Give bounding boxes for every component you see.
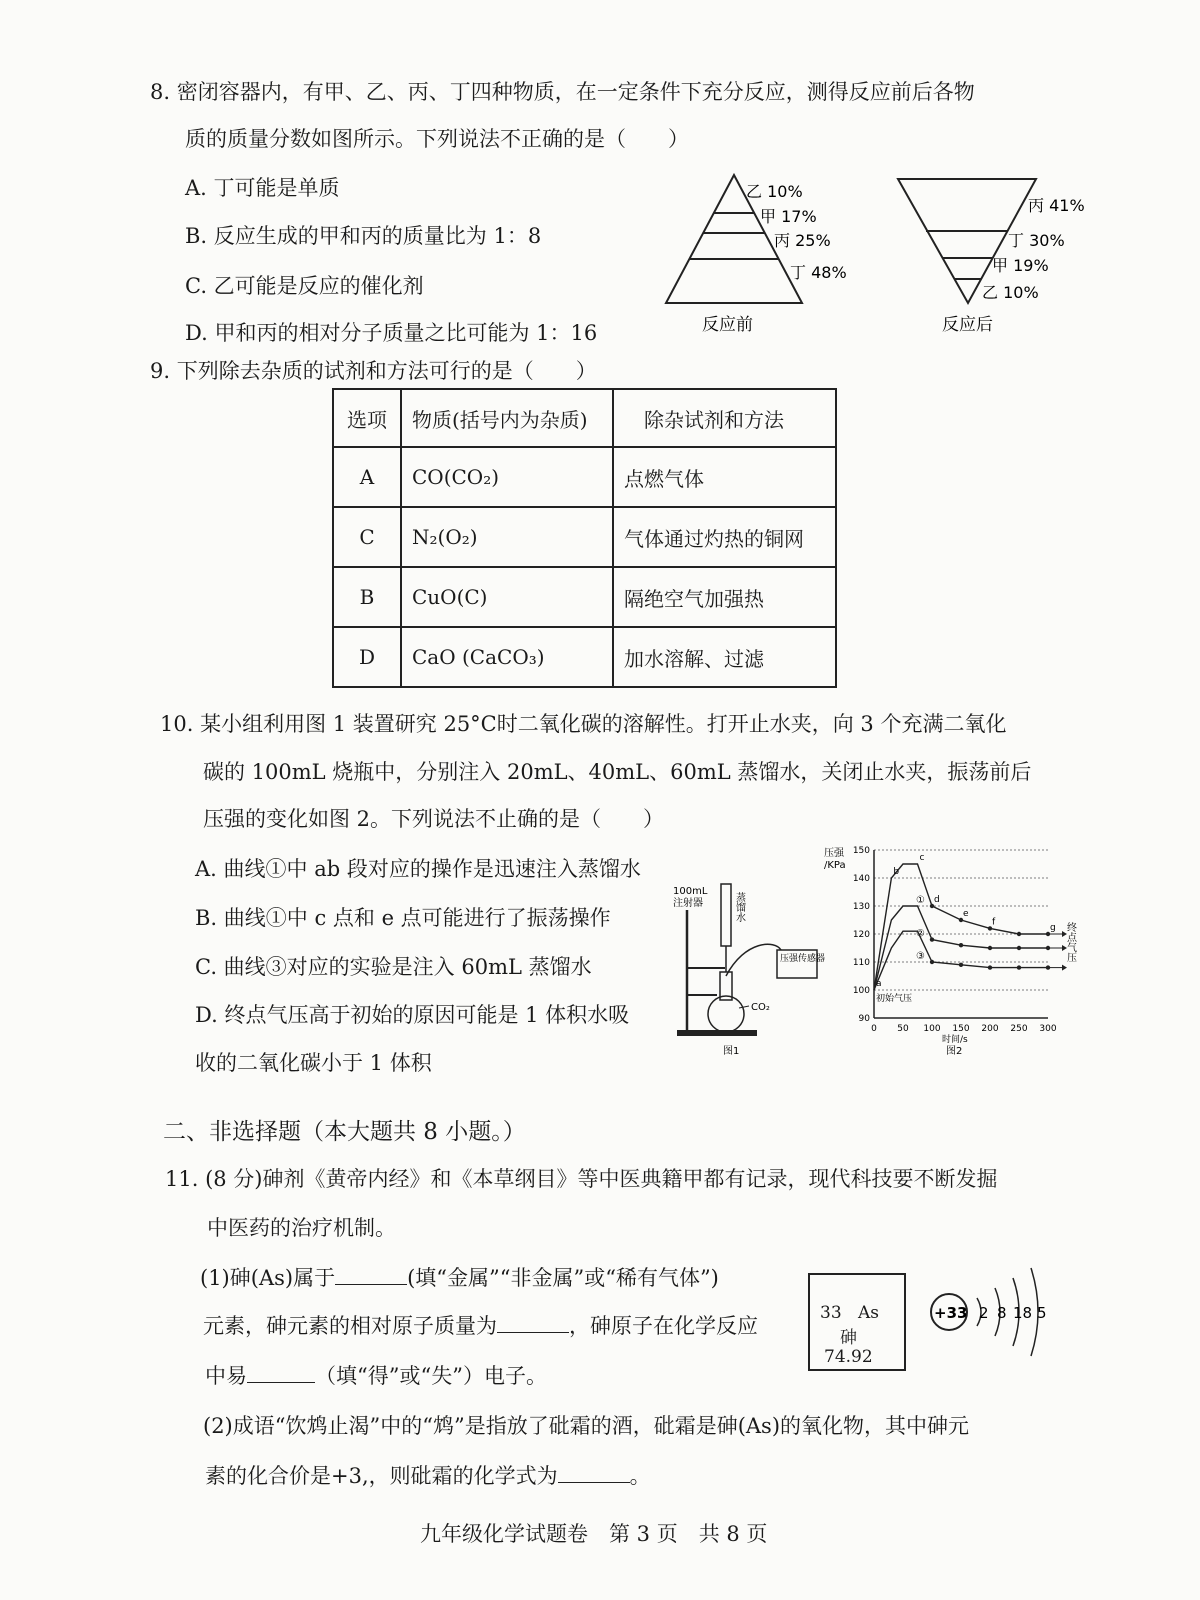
q8-option-a: A. 丁可能是单质	[185, 176, 340, 200]
cell-method: 点燃气体	[613, 447, 836, 507]
data-point	[930, 937, 934, 941]
stand-base-icon	[677, 1030, 757, 1036]
water-label: 蒸馏水	[733, 892, 745, 922]
q11-part1-line1	[200, 1262, 719, 1292]
q11-p2b-post: 。	[629, 1464, 651, 1488]
data-point	[1017, 946, 1021, 950]
cell-method: 加水溶解、过滤	[613, 627, 836, 687]
shell-3-count: 18	[1013, 1304, 1033, 1322]
q10-option-b: B. 曲线①中 c 点和 e 点可能进行了振荡操作	[195, 906, 611, 930]
syringe-label-2: 注射器	[673, 898, 703, 909]
cell-option: D	[333, 627, 401, 687]
q10-stem-line1: 10. 某小组利用图 1 装置研究 25°C时二氧化碳的溶解性。打开止水夹，向 3 个充满二氧化	[160, 712, 1007, 736]
q10-stem-line3: 压强的变化如图 2。下列说法不止确的是（ ）	[203, 807, 665, 831]
series-line-3	[874, 928, 1048, 990]
table-row	[333, 627, 836, 687]
after-caption: 反应后	[942, 315, 993, 335]
x-tick-label: 0	[871, 1024, 877, 1034]
initial-pressure-label: 初始气压	[876, 994, 913, 1004]
q8-stem-line2: 质的质量分数如图所示。下列说法不正确的是（ ）	[185, 127, 689, 151]
shell-4-count: 5	[1037, 1304, 1047, 1322]
cell-substance: CuO(C)	[401, 567, 613, 627]
q11-p2b-pre: 素的化合价是+3,，则砒霜的化学式为	[205, 1464, 558, 1488]
q11-p1c-pre: 中易	[205, 1364, 247, 1388]
cell-option: C	[333, 507, 401, 567]
q11-p1a-post: (填“金属”“非金属”或“稀有气体”)	[407, 1266, 719, 1290]
before-label-bing: 丙 25%	[774, 231, 831, 250]
table-row	[333, 507, 836, 567]
q9-options-table	[332, 388, 837, 688]
y-axis-unit: /KPa	[824, 860, 846, 871]
after-label-yi: 乙 10%	[982, 283, 1039, 302]
gas-label: CO₂	[751, 1002, 770, 1013]
point-letter: e	[963, 909, 969, 919]
y-tick-label: 130	[852, 902, 870, 912]
x-tick-label: 50	[897, 1024, 909, 1034]
series-label: ②	[916, 928, 925, 940]
q8-option-c: C. 乙可能是反应的催化剂	[185, 274, 424, 298]
q11-p1b-pre: 元素，砷元素的相对原子质量为	[203, 1314, 497, 1338]
y-tick-label: 120	[852, 930, 870, 940]
end-pressure-label: 终点气压	[1064, 922, 1076, 962]
x-tick-label: 100	[923, 1024, 941, 1034]
section2-title: 二、非选择题（本大题共 8 小题。）	[163, 1119, 526, 1145]
q11-p1b-post: ，砷原子在化学反应	[569, 1314, 758, 1338]
atomic-mass: 74.92	[824, 1347, 873, 1367]
y-tick-label: 100	[852, 986, 870, 996]
table-row	[333, 567, 836, 627]
element-name: 砷	[840, 1328, 857, 1348]
data-point	[1017, 965, 1021, 969]
y-tick-label: 150	[852, 846, 870, 856]
before-caption: 反应前	[702, 315, 753, 335]
syringe-label: 100mL	[673, 886, 708, 897]
point-letter: b	[893, 867, 900, 877]
cell-option: A	[333, 447, 401, 507]
cell-method: 隔绝空气加强热	[613, 567, 836, 627]
table-row	[333, 447, 836, 507]
point-letter: c	[919, 853, 925, 863]
q8-option-b: B. 反应生成的甲和丙的质量比为 1：8	[185, 224, 542, 248]
end-arrow-head	[1062, 965, 1067, 971]
q10-option-d: D. 终点气压高于初始的原因可能是 1 体积水吸	[195, 1003, 630, 1027]
q11-p1a-pre: (1)砷(As)属于	[200, 1266, 336, 1290]
answer-blank-atomic-mass[interactable]	[497, 1312, 569, 1333]
q8-mass-fraction-figure	[650, 165, 1110, 345]
nucleus-charge: +33	[934, 1304, 968, 1322]
q10-option-a: A. 曲线①中 ab 段对应的操作是迅速注入蒸馏水	[195, 857, 641, 881]
flask-icon	[708, 996, 744, 1032]
after-label-bing: 丙 41%	[1028, 196, 1085, 215]
data-point	[1046, 946, 1050, 950]
q10-option-d-cont: 收的二氧化碳小于 1 体积	[195, 1051, 432, 1075]
q11-part2-line1: (2)成语“饮鸩止渴”中的“鸩”是指放了砒霜的酒，砒霜是砷(As)的氧化物，其中砷元	[203, 1414, 970, 1438]
data-point	[1017, 932, 1021, 936]
q10-option-c: C. 曲线③对应的实验是注入 60mL 蒸馏水	[195, 955, 592, 979]
q11-part2-line2	[205, 1460, 651, 1490]
after-label-ding: 丁 30%	[1008, 231, 1065, 250]
header-method: 除杂试剂和方法	[613, 389, 836, 447]
answer-blank-formula[interactable]	[558, 1462, 630, 1483]
series-label: ③	[916, 951, 925, 962]
q8-stem-line1: 8. 密闭容器内，有甲、乙、丙、丁四种物质，在一定条件下充分反应，测得反应前后各物	[150, 80, 975, 104]
fig1-caption: 图1	[723, 1046, 740, 1057]
chart-ticks	[853, 846, 1057, 1034]
arsenic-element-card	[808, 1273, 906, 1371]
point-letter: g	[1050, 923, 1056, 933]
q11-part1-line2	[203, 1310, 758, 1340]
page-footer: 九年级化学试题卷 第 3 页 共 8 页	[420, 1522, 768, 1546]
y-tick-label: 90	[858, 1014, 870, 1024]
x-tick-label: 300	[1039, 1024, 1057, 1034]
before-label-yi: 乙 10%	[746, 182, 803, 201]
q8-option-d: D. 甲和丙的相对分子质量之比可能为 1：16	[185, 321, 598, 345]
answer-blank-metal-type[interactable]	[335, 1264, 407, 1285]
after-label-jia: 甲 19%	[992, 256, 1049, 275]
shell-2-count: 8	[997, 1304, 1007, 1322]
before-label-jia: 甲 17%	[760, 207, 817, 226]
cell-substance: N₂(O₂)	[401, 507, 613, 567]
y-axis-label: 压强	[824, 848, 844, 859]
series-label: ①	[916, 895, 925, 906]
after-triangle	[898, 179, 1085, 335]
data-point	[988, 946, 992, 950]
sensor-label: 压强传感器	[780, 954, 825, 964]
syringe-icon	[721, 884, 731, 946]
q9-stem: 9. 下列除去杂质的试剂和方法可行的是（ ）	[150, 359, 597, 383]
q11-stem-line2: 中医药的治疗机制。	[207, 1216, 396, 1240]
before-triangle	[666, 175, 847, 335]
q11-p1c-post: （填“得”或“失”）电子。	[315, 1364, 547, 1388]
chart-series	[874, 853, 1067, 990]
fig2-caption: 图2	[946, 1046, 963, 1057]
header-substance: 物质(括号内为杂质)	[401, 389, 613, 447]
cell-substance: CO(CO₂)	[401, 447, 613, 507]
q10-figure1-apparatus	[665, 880, 825, 1060]
series-line-1	[874, 864, 1048, 990]
data-point	[930, 960, 934, 964]
y-tick-label: 140	[852, 874, 870, 884]
q11-part1-line3	[205, 1360, 547, 1390]
data-point	[988, 965, 992, 969]
cell-substance: CaO (CaCO₃)	[401, 627, 613, 687]
point-letter: f	[992, 917, 996, 928]
point-letter: a	[876, 979, 882, 989]
answer-blank-electron[interactable]	[247, 1362, 315, 1383]
shell-1-count: 2	[979, 1304, 989, 1322]
q11-stem-line1: 11. (8 分)砷剂《黄帝内经》和《本草纲目》等中医典籍甲都有记录，现代科技要不断发掘	[165, 1167, 998, 1191]
cell-method: 气体通过灼热的铜网	[613, 507, 836, 567]
data-point	[1046, 965, 1050, 969]
element-symbol: As	[858, 1303, 880, 1323]
point-letter: d	[934, 895, 940, 905]
table-header-row	[333, 389, 836, 447]
y-tick-label: 110	[852, 958, 870, 968]
cell-option: B	[333, 567, 401, 627]
x-axis-label: 时间/s	[942, 1035, 968, 1045]
x-tick-label: 150	[952, 1024, 970, 1034]
header-option: 选项	[333, 389, 401, 447]
before-label-ding: 丁 48%	[790, 263, 847, 282]
x-tick-label: 200	[981, 1024, 999, 1034]
q10-stem-line2: 碳的 100mL 烧瓶中，分别注入 20mL、40mL、60mL 蒸馏水，关闭止水夹，振荡前后	[203, 760, 1032, 784]
data-point	[959, 943, 963, 947]
data-point	[959, 963, 963, 967]
atomic-number: 33	[820, 1303, 842, 1323]
q10-figure2-chart	[822, 842, 1087, 1057]
x-tick-label: 250	[1010, 1024, 1028, 1034]
arsenic-atom-structure-diagram	[925, 1262, 1065, 1362]
